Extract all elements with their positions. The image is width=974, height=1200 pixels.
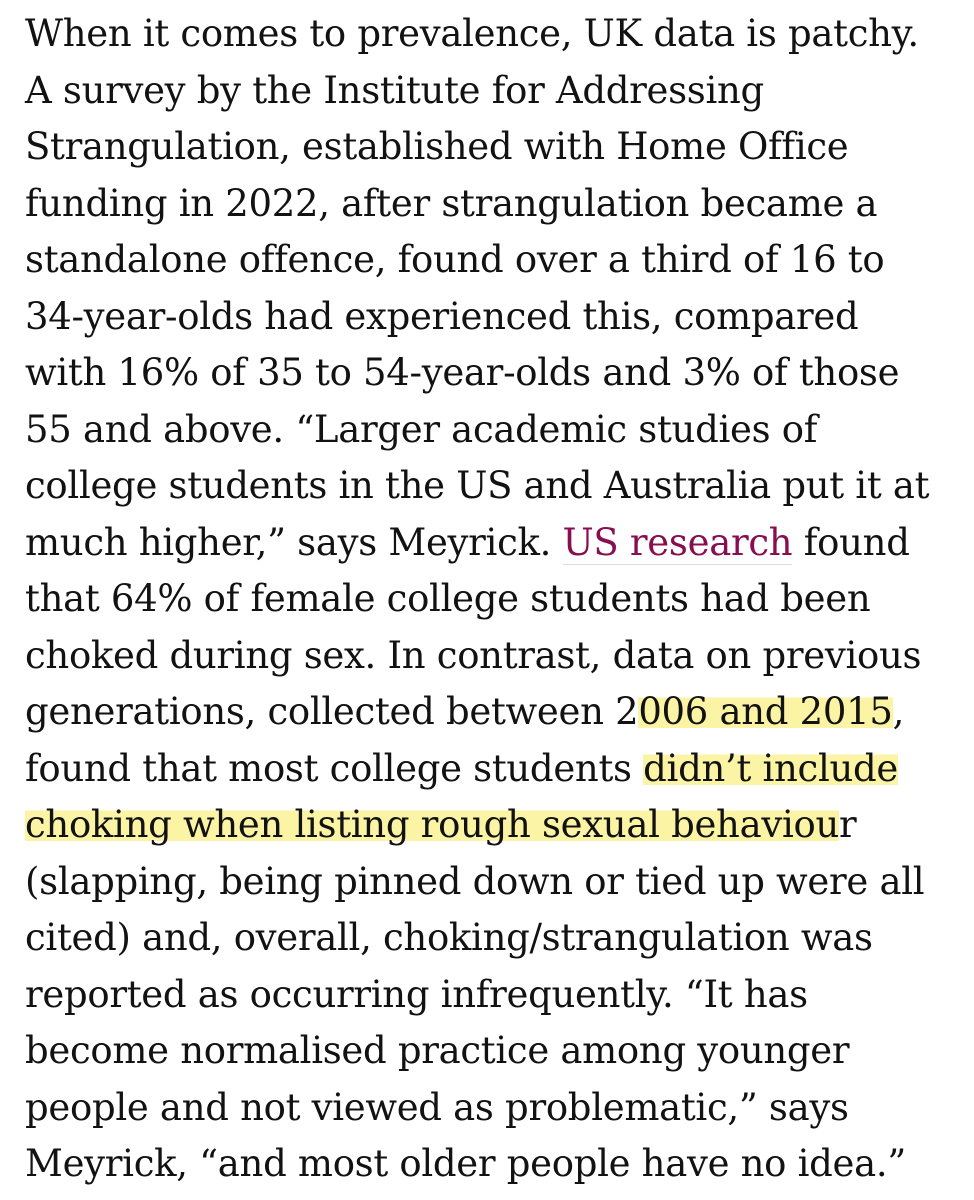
text-fragment: found: [792, 520, 910, 564]
text-line: that 64% of female college students had been: [25, 577, 871, 620]
text-line: funding in 2022, after strangulation became a: [25, 181, 878, 225]
text-line: college students in the US and Australia put it at: [25, 464, 930, 507]
text-line: 34-year-olds had experienced this, compared: [25, 294, 859, 338]
text-line: reported as occurring infrequently. “It has: [25, 972, 808, 1016]
text-line: A survey by the Institute for Addressing: [25, 68, 764, 112]
text-fragment: ,: [892, 690, 905, 733]
text-line: Meyrick, “and most older people have no idea.”: [25, 1142, 906, 1185]
text-line: When it comes to prevalence, UK data is patchy.: [25, 12, 919, 55]
text-line: people and not viewed as problematic,” says: [25, 1085, 849, 1129]
text-fragment: found that most college students: [25, 746, 644, 790]
text-line: [25, 684, 965, 741]
text-fragment: generations, collected between 2: [25, 690, 639, 733]
text-fragment: r: [839, 803, 857, 846]
text-line: 55 and above. “Larger academic studies of: [25, 407, 818, 451]
text-line: [25, 741, 965, 798]
text-line: cited) and, overall, choking/strangulation was: [25, 916, 873, 959]
us-research-link[interactable]: US research: [562, 520, 793, 564]
highlighted-text: choking when listing rough sexual behaviou: [25, 803, 839, 846]
text-line: Strangulation, established with Home Office: [25, 125, 849, 168]
text-line: choked during sex. In contrast, data on previous: [25, 633, 922, 677]
article-paragraph: [25, 6, 965, 1193]
highlighted-text: didn’t include: [643, 746, 899, 790]
text-line: [25, 515, 965, 572]
text-fragment: much higher,” says Meyrick.: [25, 520, 563, 564]
highlighted-text: 006 and 2015: [638, 690, 893, 733]
text-line: become normalised practice among younger: [25, 1029, 850, 1072]
text-line: standalone offence, found over a third of 16 to: [25, 238, 885, 281]
text-line: (slapping, being pinned down or tied up were all: [25, 859, 925, 903]
text-line: with 16% of 35 to 54-year-olds and 3% of those: [25, 351, 900, 394]
text-line: [25, 797, 965, 854]
